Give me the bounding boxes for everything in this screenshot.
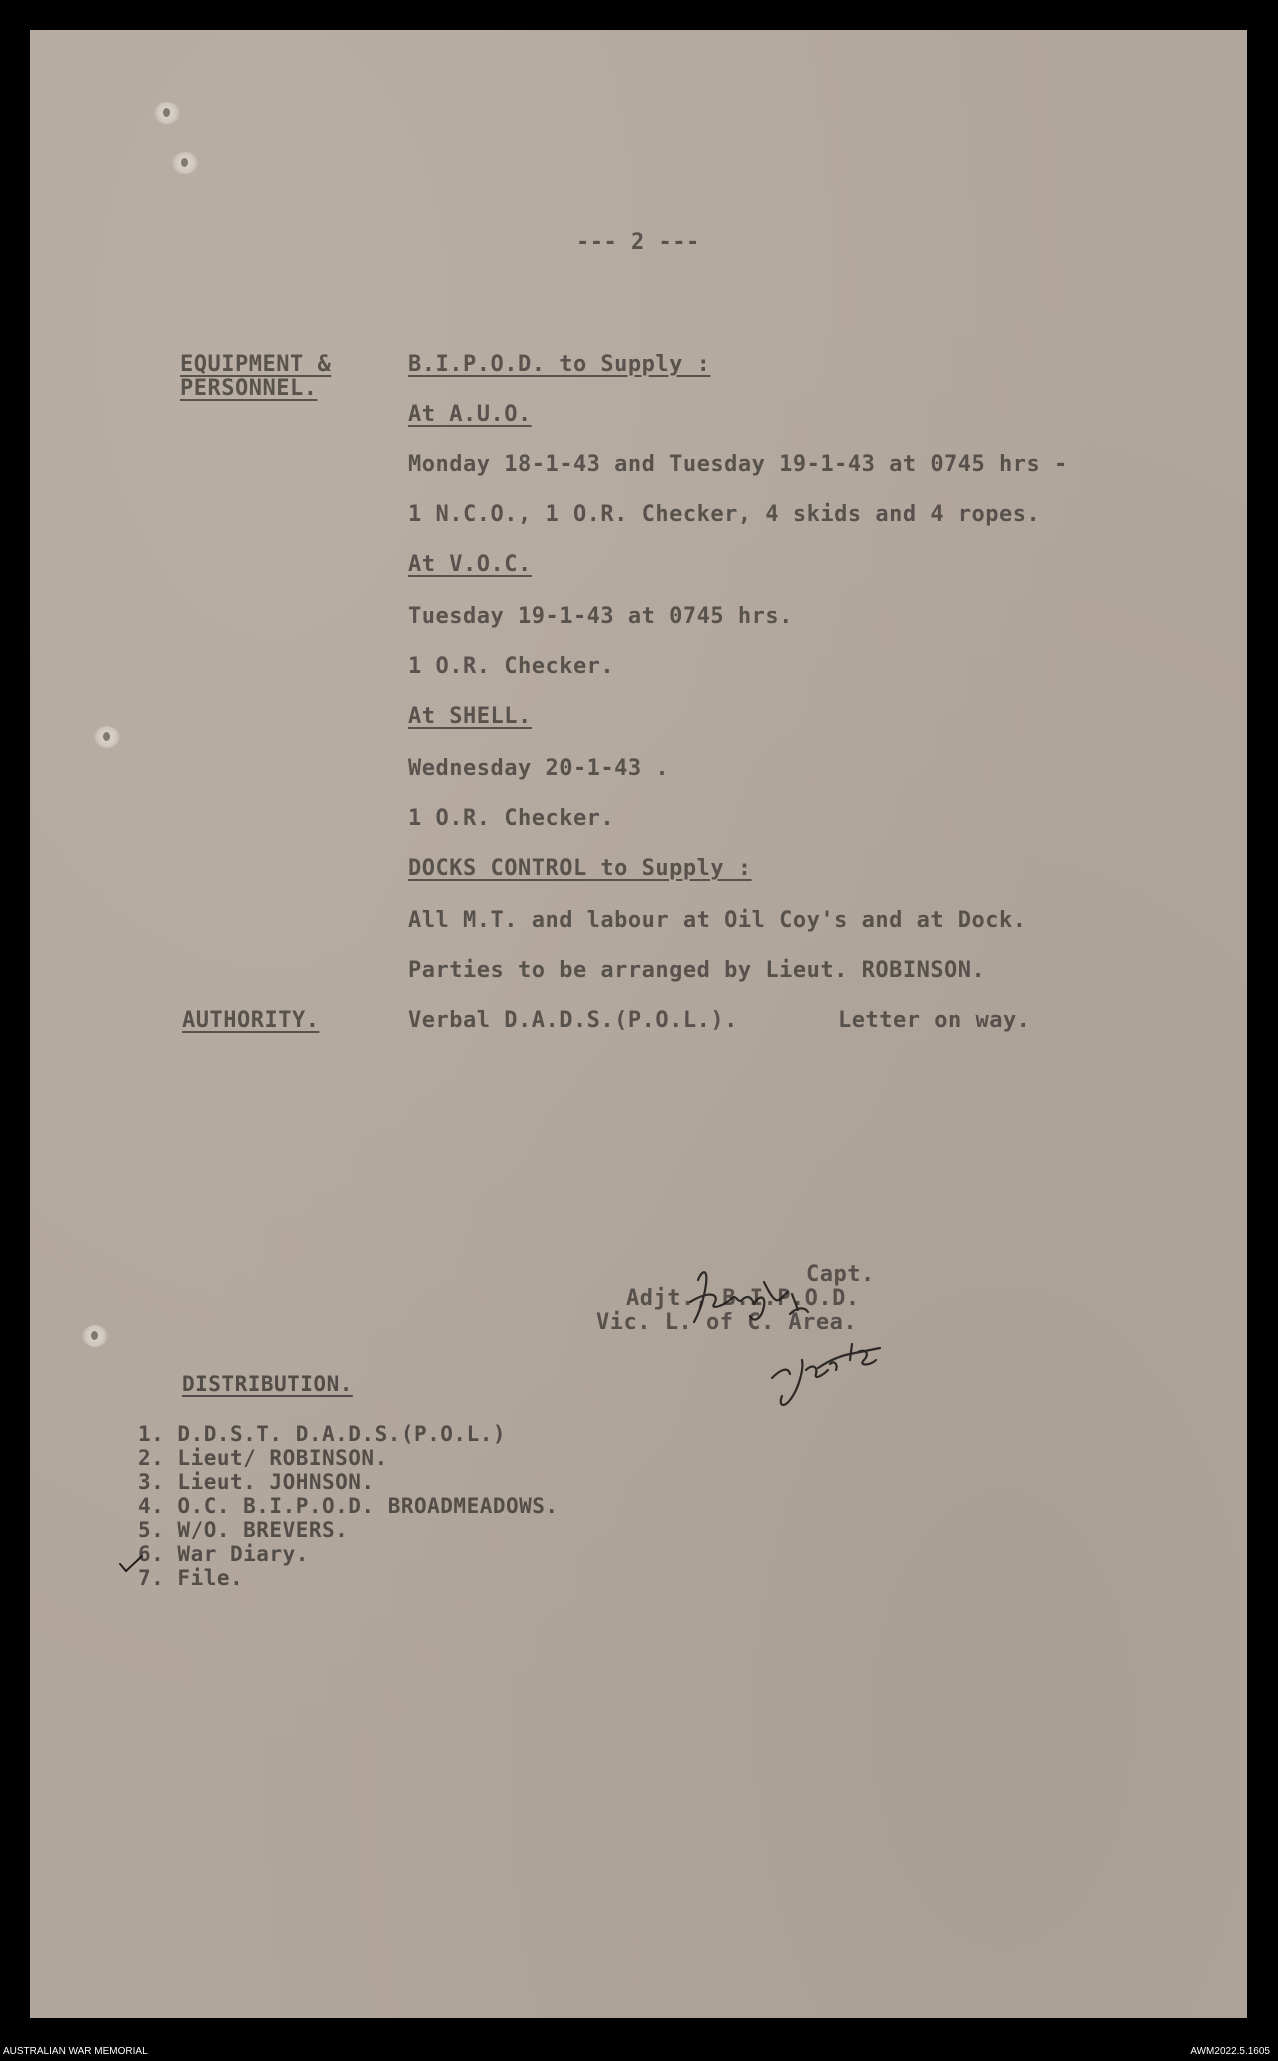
docks-line-1: All M.T. and labour at Oil Coy's and at Dock. <box>408 908 1027 933</box>
page-number: --- 2 --- <box>576 230 700 255</box>
distribution-item-3: 3. Lieut. JOHNSON. <box>138 1470 375 1494</box>
document-page <box>30 30 1247 2018</box>
auo-line-2: 1 N.C.O., 1 O.R. Checker, 4 skids and 4 ropes. <box>408 502 1041 527</box>
shell-line-1: Wednesday 20-1-43 . <box>408 756 670 781</box>
authority-letter: Letter on way. <box>838 1008 1031 1033</box>
authority-text: Verbal D.A.D.S.(P.O.L.). <box>408 1008 738 1033</box>
voc-line-1: Tuesday 19-1-43 at 0745 hrs. <box>408 604 793 629</box>
shell-heading: At SHELL. <box>408 704 532 729</box>
bipod-heading: B.I.P.O.D. to Supply : <box>408 352 711 377</box>
footer-source: AUSTRALIAN WAR MEMORIAL <box>3 2046 148 2057</box>
distribution-item-6: 6. War Diary. <box>138 1542 309 1566</box>
auo-line-1: Monday 18-1-43 and Tuesday 19-1-43 at 0745 hrs - <box>408 452 1068 477</box>
shell-line-2: 1 O.R. Checker. <box>408 806 615 831</box>
distribution-item-7: 7. File. <box>138 1566 244 1590</box>
handwritten-checkmark <box>118 1554 144 1574</box>
signature-rank: Capt. <box>806 1262 875 1287</box>
footer-accession-number: AWM2022.5.1605 <box>1190 2046 1270 2057</box>
equipment-label-line1: EQUIPMENT & <box>180 352 332 377</box>
equipment-label-line2: PERSONNEL. <box>180 376 318 401</box>
authority-label: AUTHORITY. <box>182 1008 320 1033</box>
distribution-item-2: 2. Lieut/ ROBINSON. <box>138 1446 388 1470</box>
distribution-item-4: 4. O.C. B.I.P.O.D. BROADMEADOWS. <box>138 1494 559 1518</box>
voc-line-2: 1 O.R. Checker. <box>408 654 615 679</box>
distribution-item-5: 5. W/O. BREVERS. <box>138 1518 349 1542</box>
punch-hole-upper <box>172 152 198 174</box>
punch-hole-lower <box>82 1325 108 1347</box>
distribution-item-1: 1. D.D.S.T. D.A.D.S.(P.O.L.) <box>138 1422 507 1446</box>
distribution-heading: DISTRIBUTION. <box>182 1372 353 1396</box>
docks-line-2: Parties to be arranged by Lieut. ROBINSON. <box>408 958 986 983</box>
punch-hole-top <box>154 102 180 124</box>
signature-line-2: Adjt., B.I.P.O.D. <box>626 1286 860 1311</box>
auo-heading: At A.U.O. <box>408 402 532 427</box>
voc-heading: At V.O.C. <box>408 552 532 577</box>
handwritten-signature <box>680 1260 940 1460</box>
signature-line-3: Vic. L. of C. Area. <box>596 1310 858 1335</box>
docks-heading: DOCKS CONTROL to Supply : <box>408 856 752 881</box>
punch-hole-middle <box>94 726 120 748</box>
